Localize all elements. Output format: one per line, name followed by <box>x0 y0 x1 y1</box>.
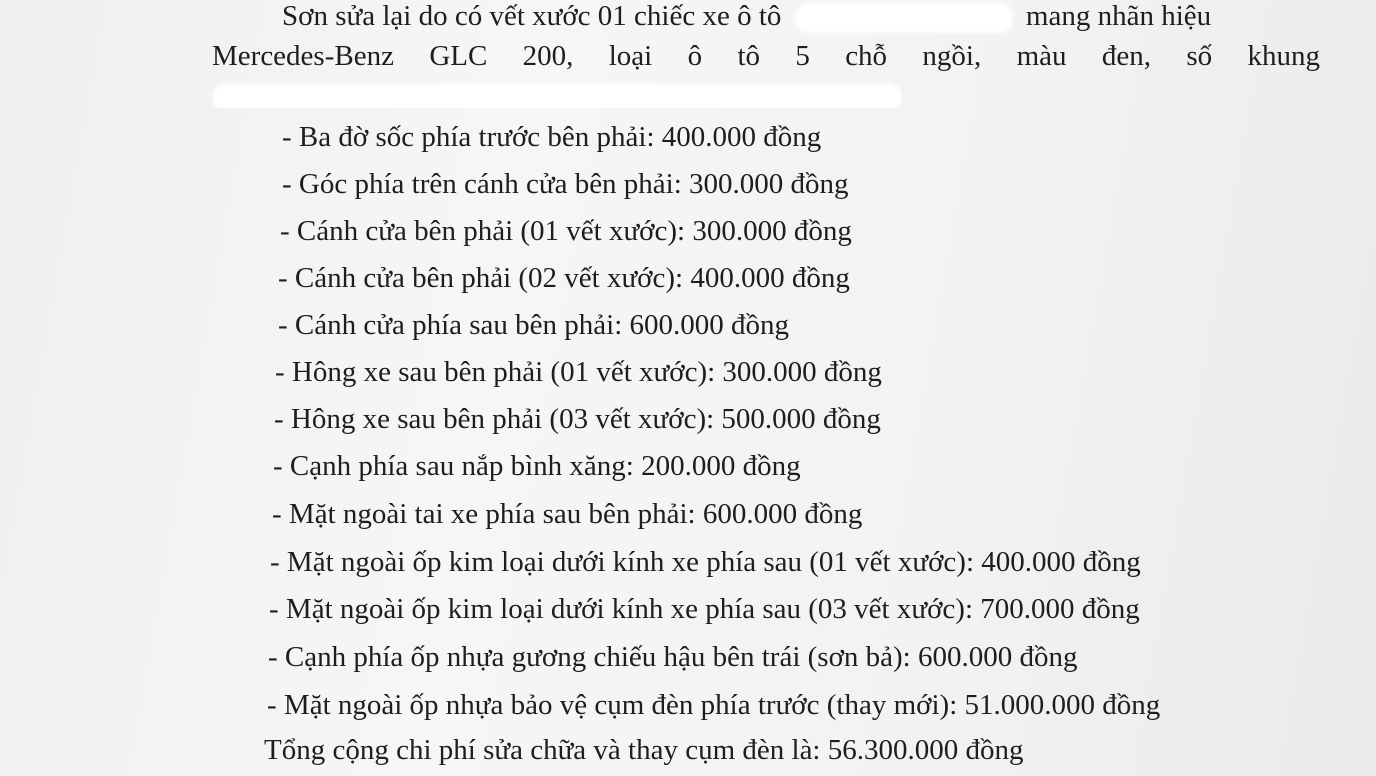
cost-item: - Cạnh phía ốp nhựa gương chiếu hậu bên trái (sơn bả): 600.000 đồng <box>268 641 1078 673</box>
cost-item: - Hông xe sau bên phải (01 vết xước): 300.000 đồng <box>275 356 882 388</box>
intro-word: loại <box>608 40 653 72</box>
intro-word: chỗ <box>845 40 888 72</box>
cost-item: - Góc phía trên cánh cửa bên phải: 300.000 đồng <box>282 168 849 200</box>
cost-item: - Cánh cửa bên phải (02 vết xước): 400.000 đồng <box>278 262 850 294</box>
cost-item: - Mặt ngoài ốp nhựa bảo vệ cụm đèn phía trước (thay mới): 51.000.000 đồng <box>267 689 1161 721</box>
intro-word: số <box>1186 40 1213 72</box>
intro-line-1-prefix: Sơn sửa lại do có vết xước 01 chiếc xe ô tô <box>282 0 782 32</box>
intro-word: Mercedes-Benz <box>212 40 394 72</box>
intro-word: 5 <box>795 40 810 72</box>
total-cost-line: Tổng cộng chi phí sửa chữa và thay cụm đèn là: 56.300.000 đồng <box>264 734 1024 766</box>
intro-line-1 <box>282 0 1211 33</box>
intro-line-2 <box>212 40 1320 73</box>
intro-word: màu <box>1016 40 1067 72</box>
redacted-vin-number <box>212 84 902 108</box>
intro-word: đen, <box>1101 40 1151 72</box>
cost-item: - Cánh cửa bên phải (01 vết xước): 300.000 đồng <box>280 215 852 247</box>
redacted-license-plate <box>795 3 1013 33</box>
cost-item: - Mặt ngoài ốp kim loại dưới kính xe phía sau (01 vết xước): 400.000 đồng <box>270 546 1141 578</box>
intro-line-3-redacted <box>212 78 902 108</box>
intro-line-1-suffix: mang nhãn hiệu <box>1025 0 1212 32</box>
cost-item: - Mặt ngoài tai xe phía sau bên phải: 600.000 đồng <box>272 498 863 530</box>
intro-word: khung <box>1247 40 1320 72</box>
intro-word: ngồi, <box>922 40 982 72</box>
intro-word: ô <box>687 40 703 72</box>
cost-item: - Cánh cửa phía sau bên phải: 600.000 đồng <box>278 309 790 341</box>
cost-item: - Ba đờ sốc phía trước bên phải: 400.000 đồng <box>282 121 822 153</box>
intro-word: tô <box>737 40 760 72</box>
intro-word: 200, <box>522 40 574 72</box>
cost-item: - Hông xe sau bên phải (03 vết xước): 500.000 đồng <box>274 403 881 435</box>
cost-item: - Mặt ngoài ốp kim loại dưới kính xe phía sau (03 vết xước): 700.000 đồng <box>269 593 1140 625</box>
intro-word: GLC <box>429 40 488 72</box>
cost-item: - Cạnh phía sau nắp bình xăng: 200.000 đồng <box>273 450 801 482</box>
